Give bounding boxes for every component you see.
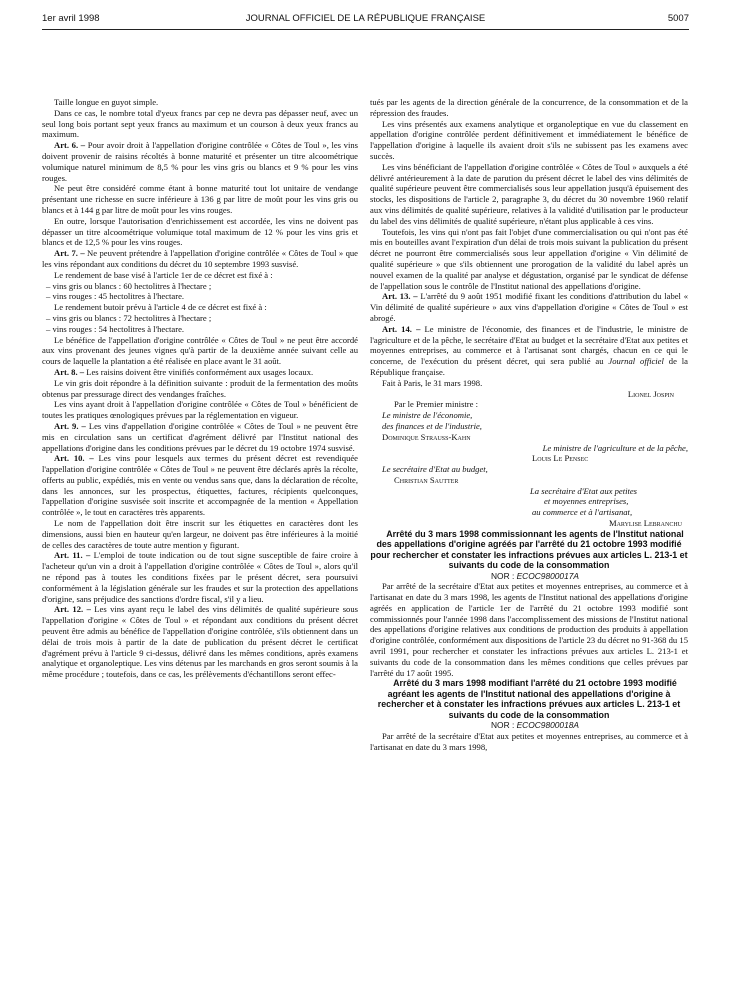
signature-role: au commerce et à l'artisanat, bbox=[532, 507, 633, 518]
decree-title: Arrêté du 3 mars 1998 commissionnant les agents de l'Institut national des appellations d'origine agréés par l'arrêté du 21 octobre 1993 modifié pour rechercher et constater les infractions prévues aux articles L. 213-1 et suivants du code de la consommation bbox=[370, 528, 688, 571]
paragraph: Le rendement de base visé à l'article 1er de ce décret est fixé à : bbox=[54, 269, 273, 280]
header-date: 1er avril 1998 bbox=[42, 13, 100, 24]
list-item: – vins rouges : 45 hectolitres à l'hectare. bbox=[46, 291, 185, 302]
paragraph: Dans ce cas, le nombre total d'yeux francs par cep ne devra pas dépasser neuf, avec un seul long bois portant sept yeux francs au maximum et un courson à deux yeux francs au maximum. bbox=[42, 107, 358, 140]
signature-name: Lionel Jospin bbox=[627, 388, 674, 399]
paragraph: Ne peut être considéré comme étant à bonne maturité tout lot unitaire de vendange présentant une richesse en sucre inférieure à 136 g par litre de moût pour les vins gris ou blancs et à 144 g par litre de moût pour les vins rouges. bbox=[42, 183, 358, 215]
signature-name: Christian Sautter bbox=[394, 474, 459, 485]
article-12: Art. 12. – Les vins ayant reçu le label des vins délimités de qualité supérieure sous l'appellation d'origine « Côtes de Toul » et répondant aux conditions du présent décret peuvent être admis au bénéfice de l'appellation d'origine contrôlée, s'ils obtiennent dans un délai de trois mois à partir de la date de publication du présent décret le certificat d'agrément prévu à l'article 9 ci-dessus, délivré dans les mêmes conditions, après examens analytique et organoleptique. Les vins détenus par les marchands en gros seront soumis à la même procédure ; toutefois, dans ce cas, les prélèvements d'échantillons seront effec- bbox=[42, 604, 358, 680]
article-label: Art. 8. – bbox=[54, 366, 85, 377]
signature-role: La secrétaire d'Etat aux petites bbox=[530, 485, 638, 496]
signature-role: Le ministre de l'agriculture et de la pêche, bbox=[542, 442, 688, 453]
paragraph: tués par les agents de la direction générale de la concurrence, de la consommation et de la répression des fraudes. bbox=[370, 97, 688, 118]
signature-name: Dominique Strauss-Kahn bbox=[382, 431, 471, 442]
article-8: Art. 8. – Les raisins doivent être vinifiés conformément aux usages locaux. bbox=[54, 366, 314, 377]
nor-reference: NOR : ECOC9800017A bbox=[491, 570, 579, 581]
article-11: Art. 11. – L'emploi de toute indication ou de tout signe susceptible de faire croire à l'acheteur qu'un vin a droit à l'appellation d'origine contrôlée « Côtes de Toul », alors qu'il ne répond pas à toutes les conditions fixées par le présent décret, sera poursuivi conformément à la législation générale sur les fraudes et sur la protection des appellations d'origine, sans préjudice des sanctions d'ordre fiscal, s'il y a lieu. bbox=[42, 550, 358, 604]
signature-mention: Par le Premier ministre : bbox=[394, 399, 479, 410]
paragraph: Le bénéfice de l'appellation d'origine contrôlée « Côtes de Toul » ne peut être accordé aux vins provenant des jeunes vignes qu'à partir de la deuxième année suivant celle au cours de laquelle la plantation a été réalisée en place avant le 31 août. bbox=[42, 334, 358, 367]
signature-role: Le ministre de l'économie, bbox=[382, 410, 473, 421]
article-10: Art. 10. – Les vins pour lesquels aux termes du présent décret est revendiquée l'appellation d'origine contrôlée « Côtes de Toul » ne peuvent être déclarés après la récolte, offerts au public, expédiés, mis en vente ou vendus sans que, dans la déclaration de récolte, dans les annonces, sur les prospectus, étiquettes, factures, récipients quelconques, l'appellation d'origine susvisée soit inscrite et accompagnée de la mention « Appellation contrôlée », le tout en caractères très apparents. bbox=[42, 453, 358, 518]
list-item: – vins gris ou blancs : 60 hectolitres à l'hectare ; bbox=[46, 280, 212, 291]
article-label: Art. 11. – bbox=[54, 550, 91, 561]
article-label: Art. 6. – bbox=[54, 140, 86, 151]
paragraph: Les vins ayant droit à l'appellation d'origine contrôlée « Côtes de Toul » bénéficient de toutes les pratiques œnologiques prévues par la réglementation en vigueur. bbox=[42, 399, 358, 421]
paragraph: Par arrêté de la secrétaire d'Etat aux petites et moyennes entreprises, au commerce et à l'artisanat en date du 3 mars 1998, bbox=[370, 730, 688, 752]
article-label: Art. 12. – bbox=[54, 604, 91, 615]
signature-name: Louis Le Pensec bbox=[532, 453, 589, 464]
paragraph: Les vins bénéficiant de l'appellation d'origine contrôlée « Côtes de Toul » auxquels a été délivré antérieurement à la date de parution du présent décret le label des vins délimités de qualité supérieure peuvent être commercialisés sous leur appellation jusqu'à épuisement des stocks, les dispositions de l'article 2, paragraphe 3, du décret du 30 novembre 1960 relatif aux vins délimités de qualité supérieure, relatives à la validité d'utilisation par le producteur du label des vins délimités de qualité supérieure, n'étant plus applicable à ces vins. bbox=[370, 161, 688, 226]
article-7: Art. 7. – Ne peuvent prétendre à l'appellation d'origine contrôlée « Côtes de Toul » que les vins répondant aux conditions du décret du 10 septembre 1993 susvisé. bbox=[42, 248, 358, 269]
article-label: Art. 10. – bbox=[54, 453, 94, 464]
paragraph: Par arrêté de la secrétaire d'Etat aux petites et moyennes entreprises, au commerce et à l'artisanat en date du 3 mars 1998, les agents de l'Institut national des appellations d'origine agréés en application de l'article 1er de l'arrêté du 21 octobre 1993 modifié sont commissionnés pour l'année 1998 dans l'accomplissement des missions de l'Institut national des appellations d'origine relatives aux conditions de production des produits à appellation d'origine contrôlée, conformément aux dispositions de l'article 23 du décret no 91-368 du 15 avril 1991, pour rechercher et constater les infractions prévues aux articles L. 213-1 et suivants du code de la consommation dans les mêmes conditions que celles prévues par l'arrêté du 17 août 1995. bbox=[370, 581, 688, 678]
right-column bbox=[370, 97, 688, 752]
signature-role: Le secrétaire d'Etat au budget, bbox=[382, 464, 488, 475]
list-item: – vins rouges : 54 hectolitres à l'hectare. bbox=[46, 323, 185, 334]
paragraph: Le rendement butoir prévu à l'article 4 de ce décret est fixé à : bbox=[54, 302, 267, 313]
signature-role: et moyennes entreprises, bbox=[544, 496, 629, 507]
list-item: – vins gris ou blancs : 72 hectolitres à l'hectare ; bbox=[46, 312, 212, 323]
header-page-number: 5007 bbox=[667, 13, 689, 24]
article-label: Art. 7. – bbox=[54, 248, 85, 259]
header-rule bbox=[42, 29, 689, 30]
article-9: Art. 9. – Les vins d'appellation d'origine contrôlée « Côtes de Toul » ne peuvent être mis en circulation sans un certificat d'agrément délivré par l'Institut national des appellations d'origine dans les conditions prévues par le décret du 19 octobre 1974 susvisé. bbox=[42, 420, 358, 453]
article-label: Art. 9. – bbox=[54, 420, 86, 431]
paragraph: Le nom de l'appellation doit être inscrit sur les étiquettes en caractères dont les dimensions, aussi bien en hauteur qu'en largeur, ne doivent pas être inférieures à la moitié de celles des caractères de toute autre mention y figurant. bbox=[42, 518, 358, 550]
signature-block bbox=[370, 389, 688, 529]
nor-reference: NOR : ECOC9800018A bbox=[491, 720, 579, 731]
paragraph: En outre, lorsque l'autorisation d'enrichissement est accordée, les vins ne doivent pas dépasser un titre alcoométrique volumique total maximum de 12 % pour les vins gris et blancs et de 12,5 % pour les vins rouges. bbox=[42, 215, 358, 248]
signature-date: Fait à Paris, le 31 mars 1998. bbox=[382, 377, 483, 388]
left-column bbox=[42, 97, 358, 680]
article-label: Art. 14. – bbox=[382, 323, 421, 334]
paragraph: Les vins présentés aux examens analytique et organoleptique en vue du classement en appellation d'origine contrôlée perdent définitivement et immédiatement le bénéfice de l'appellation d'origine à laquelle ils avaient droit s'ils ne subissent pas les examens avec succès. bbox=[370, 118, 688, 161]
paragraph: Toutefois, les vins qui n'ont pas fait l'objet d'une commercialisation ou qui n'ont pas été mis en bouteilles avant l'expiration d'un délai de trois mois suivant la publication du présent décret ne pourront être commercialisés sous leur appellation d'origine « Vin délimité de qualité supérieure » que s'ils obtiennent une prorogation de la validité du label après un nouvel examen de la qualité par analyse et dégustation, organisé par le syndicat de défense de l'appellation sous le contrôle de l'Institut national des appellations d'origine. bbox=[370, 226, 688, 291]
signature-name: Marylise Lebranchu bbox=[608, 518, 682, 529]
paragraph: Taille longue en guyot simple. bbox=[54, 97, 159, 107]
header-journal-title: JOURNAL OFFICIEL DE LA RÉPUBLIQUE FRANÇAISE bbox=[245, 13, 486, 24]
article-6: Art. 6. – Pour avoir droit à l'appellation d'origine contrôlée « Côtes de Toul », les vins doivent provenir de raisins récoltés à bonne maturité et présenter un titre alcoométrique volumique naturel minimum de 8,5 % pour les vins gris ou blancs et 9 % pour les vins rouges. bbox=[42, 140, 358, 183]
signature-role: des finances et de l'industrie, bbox=[382, 420, 482, 431]
article-14: Art. 14. – Le ministre de l'économie, des finances et de l'industrie, le ministre de l'agriculture et de la pêche, le secrétaire d'Etat au budget et la secrétaire d'Etat aux petites et moyennes entreprises, au commerce et à l'artisanat sont chargés, chacun en ce qui le concerne, de l'exécution du présent décret, qui sera publié au Journal officiel de la République française. bbox=[370, 323, 688, 377]
paragraph: Le vin gris doit répondre à la définition suivante : produit de la fermentation des moûts obtenus par pressurage direct des vendanges fraîches. bbox=[42, 377, 358, 399]
page-header bbox=[42, 13, 689, 29]
article-13: Art. 13. – L'arrêté du 9 août 1951 modifié fixant les conditions d'attribution du label « Vin délimité de qualité supérieure » aux vins d'appellation d'origine « Côtes de Toul » est abrogé. bbox=[370, 291, 688, 323]
decree-title: Arrêté du 3 mars 1998 modifiant l'arrêté du 21 octobre 1993 modifié agréant les agents de l'Institut national des appellations d'origine à rechercher et à constater les infractions prévues aux articles L. 213-1 et suivants du code de la consommation bbox=[377, 678, 681, 720]
article-label: Art. 13. – bbox=[382, 291, 418, 302]
